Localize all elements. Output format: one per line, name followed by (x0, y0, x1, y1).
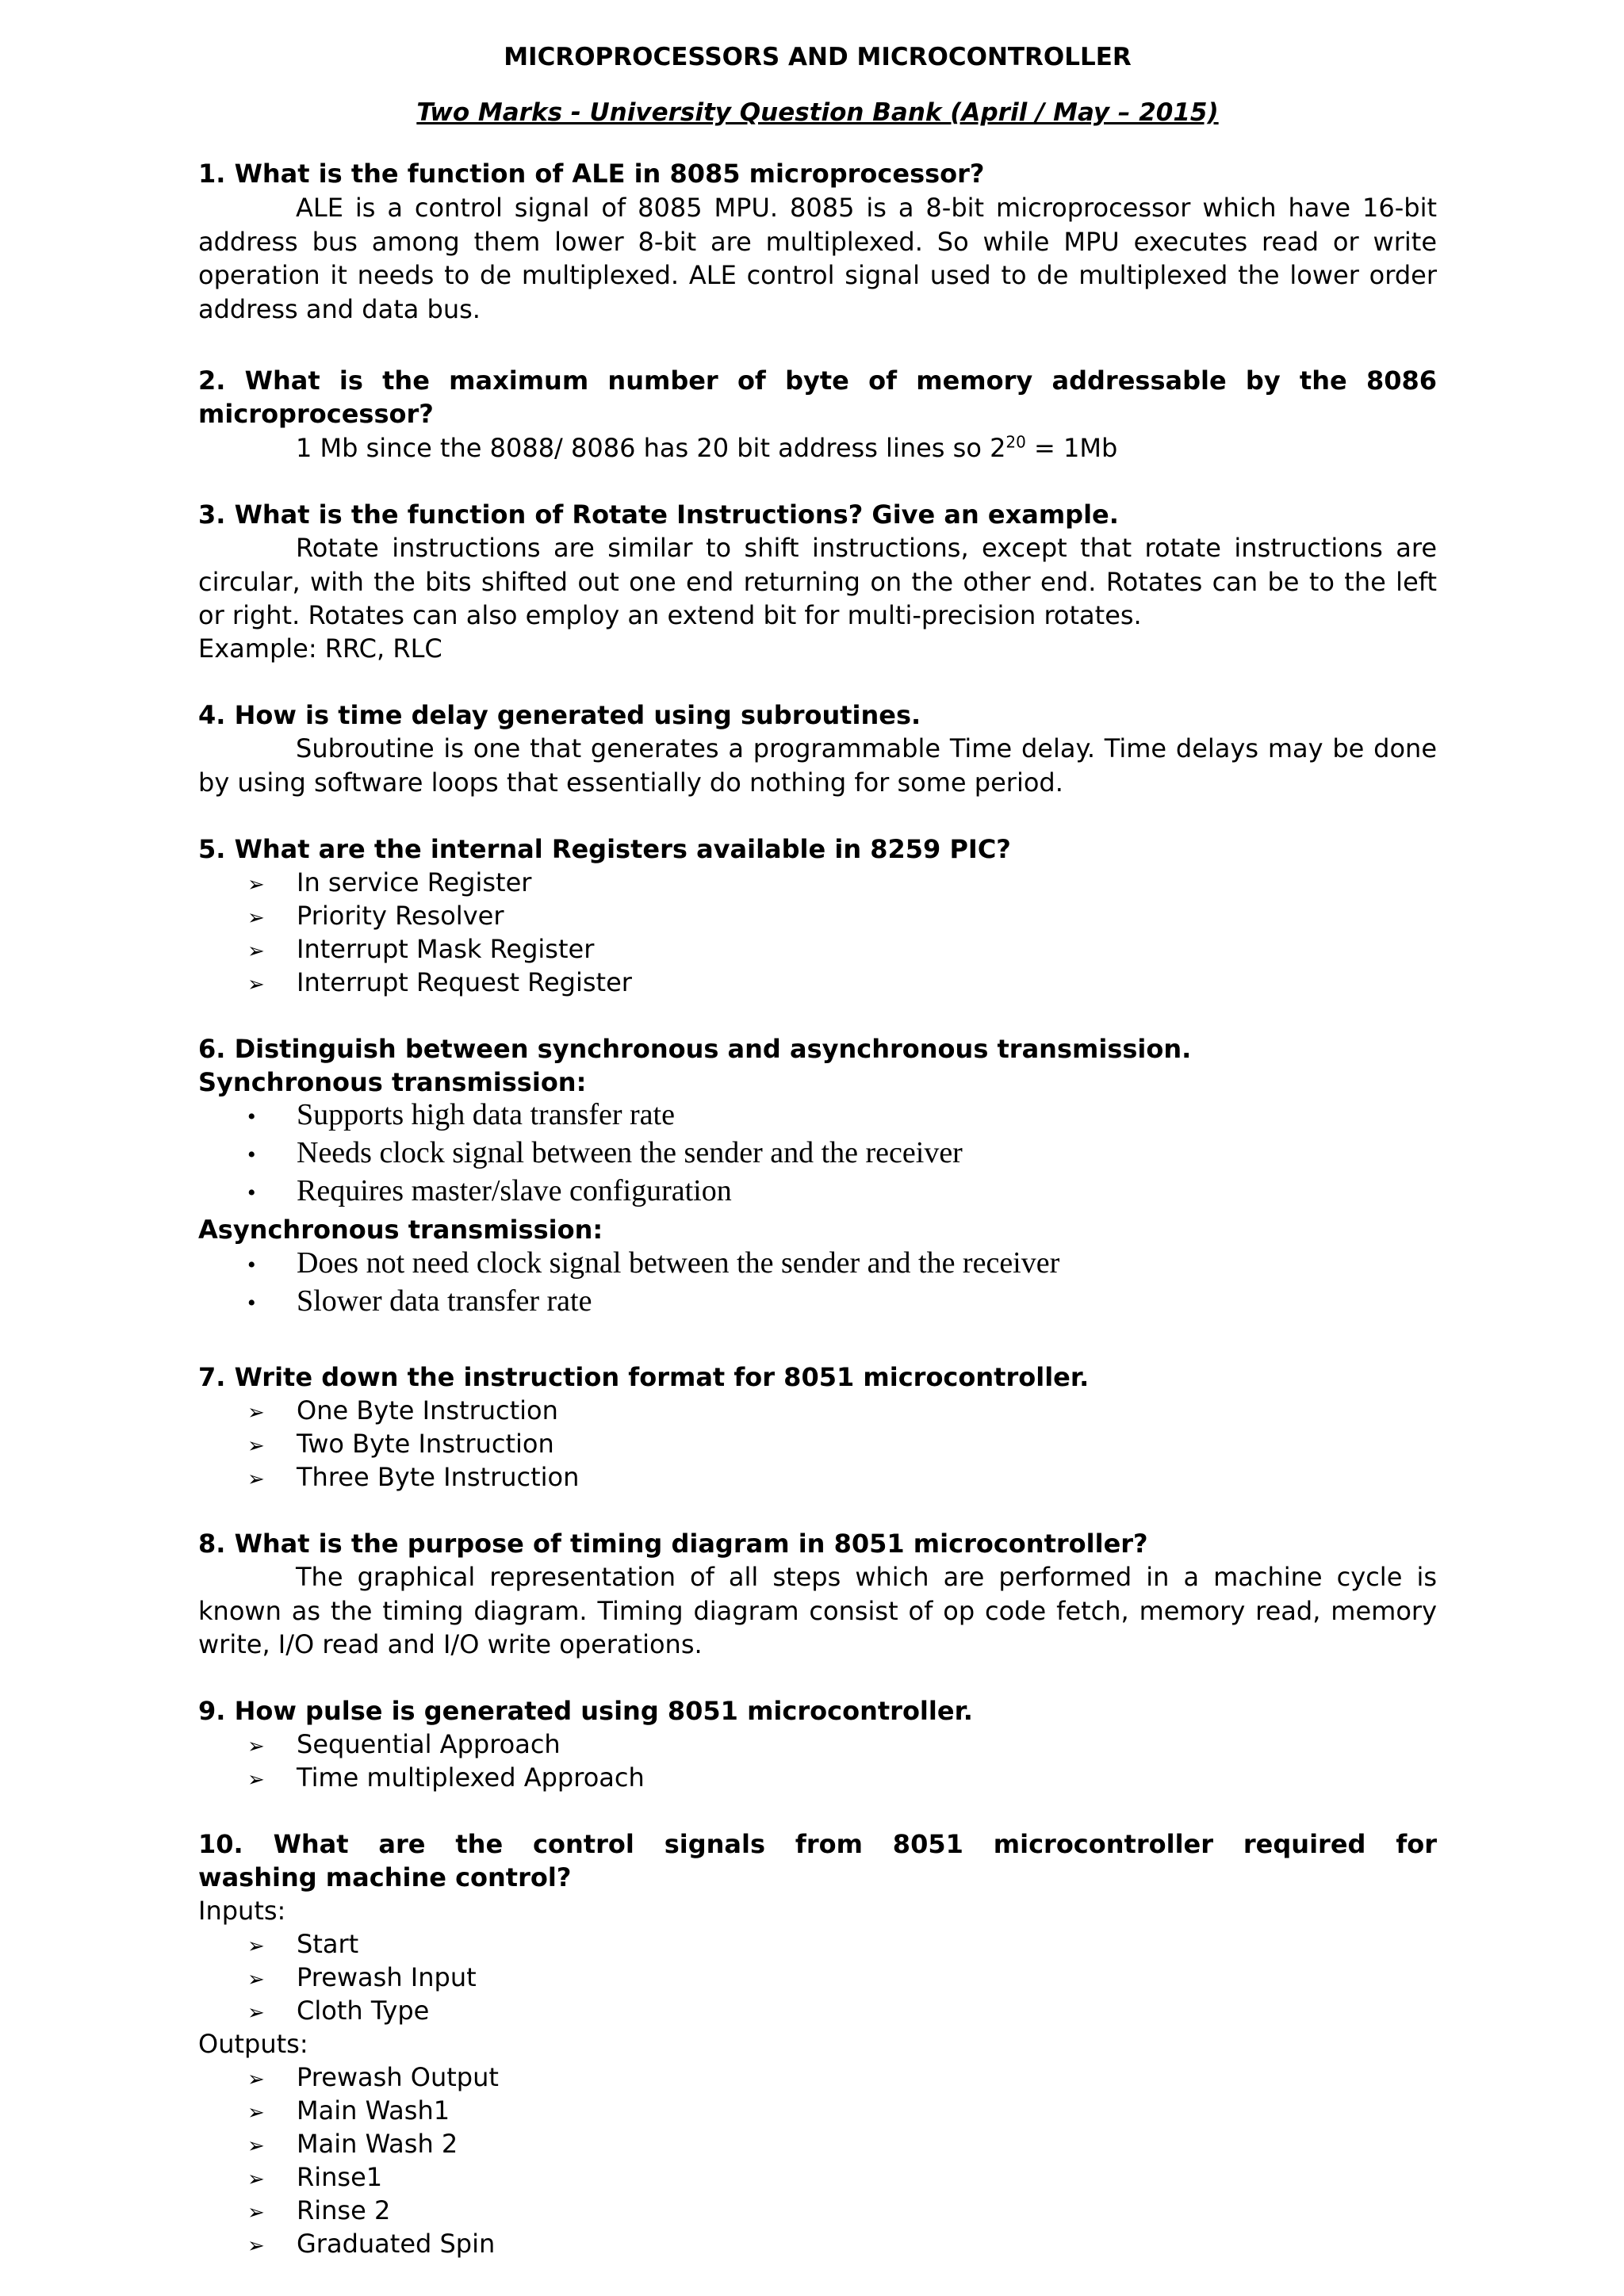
arrow-bullet-icon: ➢ (247, 1434, 265, 1458)
dot-bullet-icon: • (247, 1142, 256, 1168)
list-item: ➢ Rinse1 (247, 2160, 382, 2196)
document-title: MICROPROCESSORS AND MICROCONTROLLER (504, 43, 1132, 71)
list-item: ➢ Time multiplexed Approach (247, 1761, 645, 1797)
arrow-bullet-icon: ➢ (247, 1934, 265, 1958)
answer-1: ALE is a control signal of 8085 MPU. 8085 is a 8-bit microprocessor which have 16-bit address bus among them lower 8-bit are multiplexed. So while MPU executes read or write operation it needs to de multiplexed. ALE control signal used to de multiplexed the lower order address and data bus. (198, 193, 1437, 324)
list-item: ➢ Main Wash1 (247, 2094, 450, 2130)
outputs-label: Outputs: (198, 2029, 308, 2059)
arrow-bullet-icon: ➢ (247, 2201, 265, 2225)
answer-3-example: Example: RRC, RLC (198, 633, 442, 664)
arrow-bullet-icon: ➢ (247, 1768, 265, 1792)
arrow-bullet-icon: ➢ (247, 1968, 265, 1992)
list-item: • Supports high data transfer rate (247, 1096, 675, 1135)
dot-bullet-icon: • (247, 1252, 256, 1278)
arrow-bullet-icon: ➢ (247, 1401, 265, 1425)
answer-3: Rotate instructions are similar to shift instructions, except that rotate instructions are circular, with the bits shifted out one end returning on the other end. Rotates can be to the left or right. Rotates can also employ an extend bit for multi-precision rotates. (198, 533, 1437, 630)
list-item: ➢ Graduated Spin (247, 2227, 495, 2263)
list-item: ➢ Two Byte Instruction (247, 1427, 554, 1463)
question-2-cont: microprocessor? (198, 399, 434, 429)
list-item: ➢ Priority Resolver (247, 899, 504, 935)
dot-bullet-icon: • (247, 1104, 256, 1130)
question-1: 1. What is the function of ALE in 8085 microprocessor? (198, 159, 985, 189)
sync-heading: Synchronous transmission: (198, 1067, 587, 1097)
document-page (198, 0, 1437, 2296)
list-item: • Needs clock signal between the sender and the receiver (247, 1135, 963, 1173)
question-9: 9. How pulse is generated using 8051 microcontroller. (198, 1696, 973, 1726)
dot-bullet-icon: • (247, 1290, 256, 1316)
arrow-bullet-icon: ➢ (247, 873, 265, 897)
question-8: 8. What is the purpose of timing diagram in 8051 microcontroller? (198, 1529, 1148, 1559)
async-heading: Asynchronous transmission: (198, 1215, 603, 1245)
arrow-bullet-icon: ➢ (247, 2134, 265, 2158)
answer-2: 1 Mb since the 8088/ 8086 has 20 bit address lines so $2^{20} = 1Mb$ (296, 432, 1118, 463)
list-item: ➢ Start (247, 1927, 358, 1963)
inputs-label: Inputs: (198, 1896, 286, 1926)
list-item: • Slower data transfer rate (247, 1283, 592, 1322)
arrow-bullet-icon: ➢ (247, 2101, 265, 2125)
list-item: ➢ Interrupt Mask Register (247, 932, 594, 968)
question-2: 2. What is the maximum number of byte of memory addressable by the 8086 (198, 365, 1437, 396)
list-item: ➢ Sequential Approach (247, 1728, 561, 1763)
list-item: • Requires master/slave configuration (247, 1173, 732, 1211)
arrow-bullet-icon: ➢ (247, 939, 265, 963)
dot-bullet-icon: • (247, 1180, 256, 1206)
list-item: ➢ Three Byte Instruction (247, 1460, 579, 1496)
arrow-bullet-icon: ➢ (247, 1468, 265, 1491)
question-6: 6. Distinguish between synchronous and asynchronous transmission. (198, 1034, 1192, 1064)
list-item: ➢ Cloth Type (247, 1994, 429, 2030)
arrow-bullet-icon: ➢ (247, 2001, 265, 2025)
arrow-bullet-icon: ➢ (247, 2168, 265, 2191)
question-3: 3. What is the function of Rotate Instructions? Give an example. (198, 499, 1119, 530)
arrow-bullet-icon: ➢ (247, 1735, 265, 1758)
list-item: ➢ Rinse 2 (247, 2194, 390, 2229)
answer-4: Subroutine is one that generates a programmable Time delay. Time delays may be done by using software loops that essentially do nothing for some period. (198, 733, 1437, 798)
arrow-bullet-icon: ➢ (247, 906, 265, 930)
arrow-bullet-icon: ➢ (247, 2234, 265, 2258)
list-item: ➢ Prewash Input (247, 1961, 477, 1996)
list-item: ➢ One Byte Instruction (247, 1394, 558, 1429)
list-item: ➢ In service Register (247, 866, 531, 901)
question-10-cont: washing machine control? (198, 1862, 572, 1892)
list-item: • Does not need clock signal between the sender and the receiver (247, 1245, 1059, 1284)
document-subtitle: Two Marks - University Question Bank (April / May – 2015) (416, 98, 1219, 127)
list-item: ➢ Prewash Output (247, 2061, 499, 2096)
question-5: 5. What are the internal Registers available in 8259 PIC? (198, 834, 1011, 864)
question-10: 10. What are the control signals from 8051 microcontroller required for (198, 1829, 1437, 1859)
list-item: ➢ Interrupt Request Register (247, 966, 632, 1001)
question-7: 7. Write down the instruction format for 8051 microcontroller. (198, 1362, 1090, 1392)
list-item: ➢ Main Wash 2 (247, 2127, 458, 2163)
question-4: 4. How is time delay generated using subroutines. (198, 700, 921, 730)
arrow-bullet-icon: ➢ (247, 973, 265, 997)
answer-8: The graphical representation of all steps which are performed in a machine cycle is known as the timing diagram. Timing diagram consist of op code fetch, memory read, memory write, I/O read and I/O write operations. (198, 1562, 1437, 1659)
arrow-bullet-icon: ➢ (247, 2068, 265, 2091)
